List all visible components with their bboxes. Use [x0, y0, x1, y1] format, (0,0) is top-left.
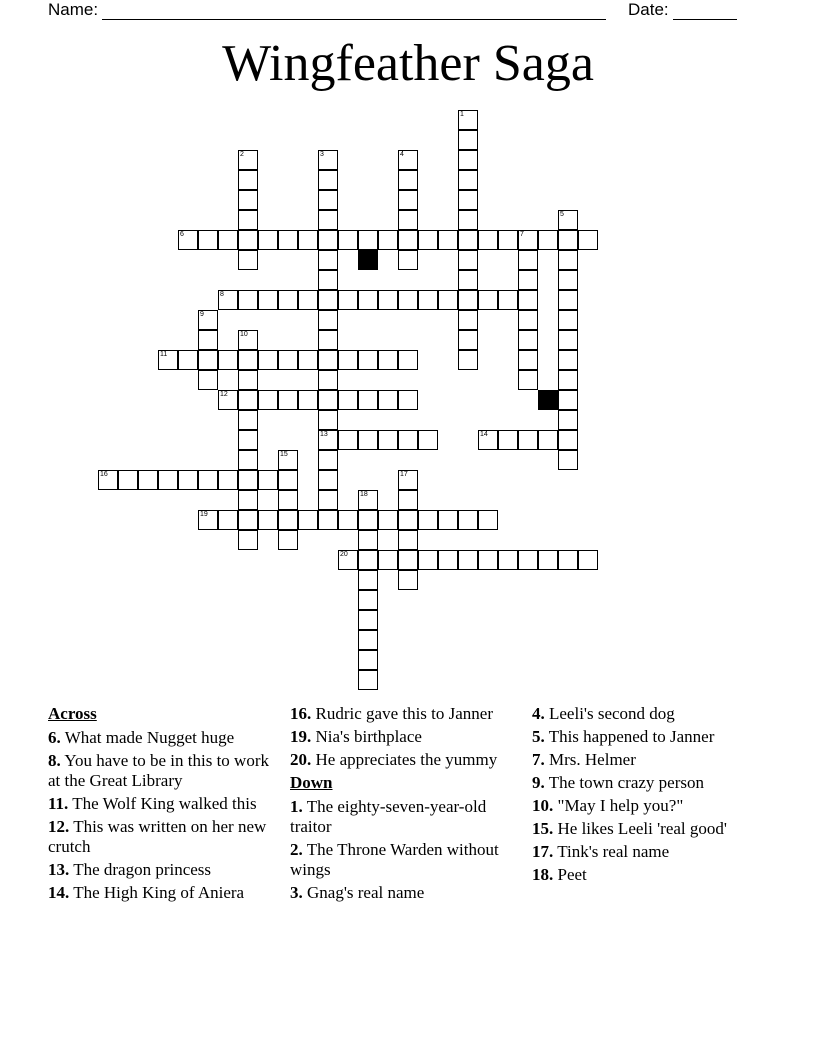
grid-cell[interactable] — [458, 330, 478, 350]
clue-item — [532, 796, 762, 816]
clue-text: The Throne Warden without wings — [290, 840, 499, 879]
grid-cell[interactable] — [418, 510, 438, 530]
clue-number-label: 13. — [48, 860, 70, 879]
clue-number-label: 10. — [532, 796, 554, 815]
grid-cell[interactable] — [458, 210, 478, 230]
grid-cell[interactable] — [398, 470, 418, 490]
clues-column-1 — [48, 704, 283, 906]
grid-cell[interactable] — [398, 210, 418, 230]
grid-cell[interactable] — [358, 510, 378, 530]
grid-cell[interactable] — [278, 450, 298, 470]
grid-cell[interactable] — [318, 310, 338, 330]
clue-number-label: 14. — [48, 883, 70, 902]
grid-cell[interactable] — [558, 310, 578, 330]
grid-cell[interactable] — [398, 530, 418, 550]
clue-number-label: 11. — [48, 794, 69, 813]
clue-number-label: 19. — [290, 727, 312, 746]
clue-item — [48, 860, 283, 880]
grid-cell[interactable] — [398, 390, 418, 410]
grid-cell[interactable] — [518, 430, 538, 450]
grid-cell[interactable] — [358, 230, 378, 250]
clue-text: The town crazy person — [544, 773, 704, 792]
grid-cell[interactable] — [258, 390, 278, 410]
grid-cell[interactable] — [278, 490, 298, 510]
date-label: Date: — [628, 0, 669, 19]
grid-cell[interactable] — [238, 170, 258, 190]
grid-cell[interactable] — [238, 350, 258, 370]
clue-text: He appreciates the yummy — [311, 750, 498, 769]
grid-cell[interactable] — [458, 110, 478, 130]
clues-column-2 — [290, 704, 528, 906]
clue-number-label: 7. — [532, 750, 545, 769]
clue-number-label: 9. — [532, 773, 545, 792]
grid-cell[interactable] — [218, 230, 238, 250]
grid-cell[interactable] — [498, 430, 518, 450]
grid-cell[interactable] — [398, 190, 418, 210]
grid-cell[interactable] — [438, 290, 458, 310]
grid-cell[interactable] — [318, 410, 338, 430]
grid-cell[interactable] — [358, 650, 378, 670]
grid-cell[interactable] — [558, 550, 578, 570]
grid-cell[interactable] — [238, 430, 258, 450]
clue-item — [48, 817, 283, 857]
grid-cell[interactable] — [558, 230, 578, 250]
clue-item — [290, 840, 528, 880]
grid-cell[interactable] — [398, 570, 418, 590]
grid-cell[interactable] — [198, 510, 218, 530]
grid-cell[interactable] — [458, 250, 478, 270]
grid-cell[interactable] — [378, 390, 398, 410]
grid-cell[interactable] — [418, 430, 438, 450]
grid-cell[interactable] — [518, 290, 538, 310]
grid-cell[interactable] — [318, 270, 338, 290]
down-clue-list-continued — [532, 704, 762, 885]
grid-cell[interactable] — [518, 350, 538, 370]
grid-cell[interactable] — [238, 230, 258, 250]
clue-item — [290, 727, 528, 747]
grid-cell[interactable] — [478, 290, 498, 310]
grid-cell[interactable] — [358, 290, 378, 310]
clue-text: Nia's birthplace — [311, 727, 422, 746]
grid-cell[interactable] — [558, 450, 578, 470]
grid-cell[interactable] — [178, 470, 198, 490]
clue-text: The Wolf King walked this — [68, 794, 257, 813]
grid-cell[interactable] — [578, 550, 598, 570]
grid-cell[interactable] — [398, 350, 418, 370]
grid-cell[interactable] — [558, 370, 578, 390]
grid-cell[interactable] — [358, 430, 378, 450]
grid-cell[interactable] — [558, 350, 578, 370]
grid-cell[interactable] — [238, 410, 258, 430]
grid-cell[interactable] — [358, 390, 378, 410]
grid-cell[interactable] — [378, 510, 398, 530]
clue-number: 2 — [240, 151, 244, 158]
grid-cell[interactable] — [258, 230, 278, 250]
clue-text: The dragon princess — [69, 860, 212, 879]
name-label: Name: — [48, 0, 99, 19]
clue-number: 13 — [320, 431, 328, 438]
grid-cell[interactable] — [358, 670, 378, 690]
clue-number-label: 16. — [290, 704, 312, 723]
grid-cell[interactable] — [398, 170, 418, 190]
grid-cell[interactable] — [378, 350, 398, 370]
grid-cell[interactable] — [258, 350, 278, 370]
clue-item — [290, 704, 528, 724]
grid-cell[interactable] — [238, 330, 258, 350]
clue-number-label: 17. — [532, 842, 554, 861]
grid-cell[interactable] — [238, 190, 258, 210]
clue-number: 9 — [200, 311, 204, 318]
clue-number: 15 — [280, 451, 288, 458]
clue-number-label: 2. — [290, 840, 303, 859]
grid-cell[interactable] — [338, 390, 358, 410]
grid-cell[interactable] — [158, 350, 178, 370]
black-cell — [538, 390, 558, 410]
clue-text: This was written on her new crutch — [48, 817, 267, 856]
grid-cell[interactable] — [238, 210, 258, 230]
grid-cell[interactable] — [378, 430, 398, 450]
grid-cell[interactable] — [458, 150, 478, 170]
grid-cell[interactable] — [378, 230, 398, 250]
grid-cell[interactable] — [358, 590, 378, 610]
puzzle-title: Wingfeather Saga — [222, 35, 594, 92]
clue-item — [532, 819, 762, 839]
clue-number: 14 — [480, 431, 488, 438]
clue-number: 8 — [220, 291, 224, 298]
clue-text: Peet — [553, 865, 587, 884]
grid-cell[interactable] — [318, 150, 338, 170]
across-clue-list-continued — [290, 704, 528, 770]
grid-cell[interactable] — [318, 250, 338, 270]
clue-text: The eighty-seven-year-old traitor — [290, 797, 487, 836]
grid-cell[interactable] — [278, 530, 298, 550]
grid-cell[interactable] — [238, 450, 258, 470]
across-heading: Across — [48, 704, 97, 723]
clue-number-label: 12. — [48, 817, 70, 836]
clue-number: 16 — [100, 471, 108, 478]
clue-item — [532, 773, 762, 793]
clue-text: The High King of Aniera — [69, 883, 245, 902]
grid-cell[interactable] — [218, 390, 238, 410]
grid-cell[interactable] — [318, 390, 338, 410]
grid-cell[interactable] — [458, 350, 478, 370]
grid-cell[interactable] — [238, 470, 258, 490]
grid-cell[interactable] — [298, 290, 318, 310]
grid-cell[interactable] — [238, 490, 258, 510]
grid-cell[interactable] — [238, 290, 258, 310]
grid-cell[interactable] — [318, 290, 338, 310]
grid-cell[interactable] — [358, 550, 378, 570]
grid-cell[interactable] — [198, 230, 218, 250]
grid-cell[interactable] — [318, 230, 338, 250]
grid-cell[interactable] — [218, 350, 238, 370]
clue-text: What made Nugget huge — [60, 728, 235, 747]
clue-item — [290, 750, 528, 770]
clue-number: 3 — [320, 151, 324, 158]
grid-cell[interactable] — [318, 210, 338, 230]
clue-number-label: 6. — [48, 728, 61, 747]
grid-cell[interactable] — [398, 150, 418, 170]
grid-cell[interactable] — [278, 230, 298, 250]
black-cell — [358, 250, 378, 270]
clue-item — [48, 751, 283, 791]
grid-cell[interactable] — [458, 510, 478, 530]
grid-cell[interactable] — [418, 230, 438, 250]
grid-cell[interactable] — [298, 390, 318, 410]
clue-item — [290, 883, 528, 903]
grid-cell[interactable] — [498, 230, 518, 250]
clue-text: Mrs. Helmer — [544, 750, 636, 769]
grid-cell[interactable] — [218, 290, 238, 310]
grid-cell[interactable] — [358, 630, 378, 650]
grid-cell[interactable] — [478, 510, 498, 530]
clue-item — [48, 794, 283, 814]
grid-cell[interactable] — [558, 210, 578, 230]
grid-cell[interactable] — [558, 410, 578, 430]
clue-number-label: 1. — [290, 797, 303, 816]
grid-cell[interactable] — [358, 490, 378, 510]
grid-cell[interactable] — [198, 330, 218, 350]
clue-item — [532, 750, 762, 770]
grid-cell[interactable] — [518, 230, 538, 250]
grid-cell[interactable] — [198, 470, 218, 490]
clue-item — [532, 727, 762, 747]
grid-cell[interactable] — [438, 550, 458, 570]
grid-cell[interactable] — [398, 430, 418, 450]
grid-cell[interactable] — [198, 310, 218, 330]
grid-cell[interactable] — [298, 350, 318, 370]
clue-item — [532, 842, 762, 862]
grid-cell[interactable] — [318, 470, 338, 490]
grid-cell[interactable] — [118, 470, 138, 490]
grid-cell[interactable] — [278, 290, 298, 310]
grid-cell[interactable] — [458, 130, 478, 150]
clues-column-3 — [532, 704, 762, 888]
grid-cell[interactable] — [478, 230, 498, 250]
grid-cell[interactable] — [218, 510, 238, 530]
grid-cell[interactable] — [418, 550, 438, 570]
grid-cell[interactable] — [318, 350, 338, 370]
grid-cell[interactable] — [318, 510, 338, 530]
grid-cell[interactable] — [338, 350, 358, 370]
grid-cell[interactable] — [578, 230, 598, 250]
clue-number: 20 — [340, 551, 348, 558]
clue-item — [532, 704, 762, 724]
grid-cell[interactable] — [458, 230, 478, 250]
grid-cell[interactable] — [278, 390, 298, 410]
grid-cell[interactable] — [318, 370, 338, 390]
grid-cell[interactable] — [298, 230, 318, 250]
grid-cell[interactable] — [518, 250, 538, 270]
grid-cell[interactable] — [318, 330, 338, 350]
grid-cell[interactable] — [238, 530, 258, 550]
grid-cell[interactable] — [198, 350, 218, 370]
clue-number: 19 — [200, 511, 208, 518]
grid-cell[interactable] — [178, 350, 198, 370]
grid-cell[interactable] — [378, 550, 398, 570]
grid-cell[interactable] — [538, 430, 558, 450]
clue-number: 12 — [220, 391, 228, 398]
grid-cell[interactable] — [558, 430, 578, 450]
clue-text: Leeli's second dog — [544, 704, 675, 723]
grid-cell[interactable] — [438, 230, 458, 250]
grid-cell[interactable] — [558, 390, 578, 410]
grid-cell[interactable] — [338, 230, 358, 250]
grid-cell[interactable] — [398, 510, 418, 530]
clue-item — [532, 865, 762, 885]
clue-number-label: 8. — [48, 751, 61, 770]
grid-cell[interactable] — [218, 470, 238, 490]
grid-cell[interactable] — [318, 450, 338, 470]
grid-cell[interactable] — [498, 290, 518, 310]
grid-cell[interactable] — [358, 610, 378, 630]
clue-number-label: 5. — [532, 727, 545, 746]
grid-cell[interactable] — [518, 330, 538, 350]
clue-number: 5 — [560, 211, 564, 218]
grid-cell[interactable] — [158, 470, 178, 490]
clue-number: 17 — [400, 471, 408, 478]
grid-cell[interactable] — [338, 510, 358, 530]
clue-number-label: 18. — [532, 865, 554, 884]
grid-cell[interactable] — [458, 190, 478, 210]
grid-cell[interactable] — [258, 470, 278, 490]
grid-cell[interactable] — [258, 510, 278, 530]
grid-cell[interactable] — [318, 190, 338, 210]
grid-cell[interactable] — [398, 490, 418, 510]
clue-number: 1 — [460, 111, 464, 118]
grid-cell[interactable] — [518, 310, 538, 330]
grid-cell[interactable] — [358, 350, 378, 370]
grid-cell[interactable] — [478, 430, 498, 450]
clue-item — [48, 883, 283, 903]
clue-number-label: 3. — [290, 883, 303, 902]
clue-number: 4 — [400, 151, 404, 158]
grid-cell[interactable] — [278, 470, 298, 490]
grid-cell[interactable] — [318, 490, 338, 510]
grid-cell[interactable] — [358, 570, 378, 590]
grid-cell[interactable] — [278, 510, 298, 530]
grid-cell[interactable] — [98, 470, 118, 490]
grid-cell[interactable] — [558, 250, 578, 270]
grid-cell[interactable] — [238, 250, 258, 270]
grid-cell[interactable] — [398, 230, 418, 250]
grid-cell[interactable] — [318, 430, 338, 450]
grid-cell[interactable] — [478, 550, 498, 570]
grid-cell[interactable] — [458, 310, 478, 330]
clue-text: This happened to Janner — [544, 727, 715, 746]
grid-cell[interactable] — [378, 290, 398, 310]
clue-text: You have to be in this to work at the Great Library — [48, 751, 269, 790]
grid-cell[interactable] — [178, 230, 198, 250]
grid-cell[interactable] — [458, 170, 478, 190]
grid-cell[interactable] — [338, 550, 358, 570]
grid-cell[interactable] — [518, 270, 538, 290]
grid-cell[interactable] — [358, 530, 378, 550]
clue-number-label: 4. — [532, 704, 545, 723]
grid-cell[interactable] — [398, 290, 418, 310]
grid-cell[interactable] — [278, 350, 298, 370]
clue-item — [48, 728, 283, 748]
clue-number: 18 — [360, 491, 368, 498]
down-clue-list — [290, 797, 528, 903]
clue-item — [290, 797, 528, 837]
grid-cell[interactable] — [458, 290, 478, 310]
grid-cell[interactable] — [138, 470, 158, 490]
clue-number: 10 — [240, 331, 248, 338]
grid-cell[interactable] — [538, 230, 558, 250]
clue-number: 6 — [180, 231, 184, 238]
clue-text: Tink's real name — [553, 842, 670, 861]
grid-cell[interactable] — [398, 250, 418, 270]
clue-text: Rudric gave this to Janner — [311, 704, 494, 723]
grid-cell[interactable] — [338, 290, 358, 310]
grid-cell[interactable] — [438, 510, 458, 530]
clue-number: 11 — [160, 351, 168, 358]
grid-cell[interactable] — [518, 370, 538, 390]
grid-cell[interactable] — [238, 390, 258, 410]
grid-cell[interactable] — [558, 290, 578, 310]
grid-cell[interactable] — [538, 550, 558, 570]
clue-text: He likes Leeli 'real good' — [553, 819, 727, 838]
grid-cell[interactable] — [238, 370, 258, 390]
grid-cell[interactable] — [418, 290, 438, 310]
clue-number-label: 20. — [290, 750, 312, 769]
across-clue-list — [48, 728, 283, 903]
grid-cell[interactable] — [258, 290, 278, 310]
grid-cell[interactable] — [238, 510, 258, 530]
grid-cell[interactable] — [298, 510, 318, 530]
grid-cell[interactable] — [458, 270, 478, 290]
grid-cell[interactable] — [498, 550, 518, 570]
grid-cell[interactable] — [398, 550, 418, 570]
grid-cell[interactable] — [318, 170, 338, 190]
clue-text: "May I help you?" — [553, 796, 684, 815]
grid-cell[interactable] — [558, 270, 578, 290]
clue-number: 7 — [520, 231, 524, 238]
grid-cell[interactable] — [338, 430, 358, 450]
grid-cell[interactable] — [238, 150, 258, 170]
clue-text: Gnag's real name — [302, 883, 425, 902]
down-heading: Down — [290, 773, 333, 792]
grid-cell[interactable] — [558, 330, 578, 350]
grid-cell[interactable] — [458, 550, 478, 570]
grid-cell[interactable] — [518, 550, 538, 570]
clue-number-label: 15. — [532, 819, 554, 838]
grid-cell[interactable] — [198, 370, 218, 390]
